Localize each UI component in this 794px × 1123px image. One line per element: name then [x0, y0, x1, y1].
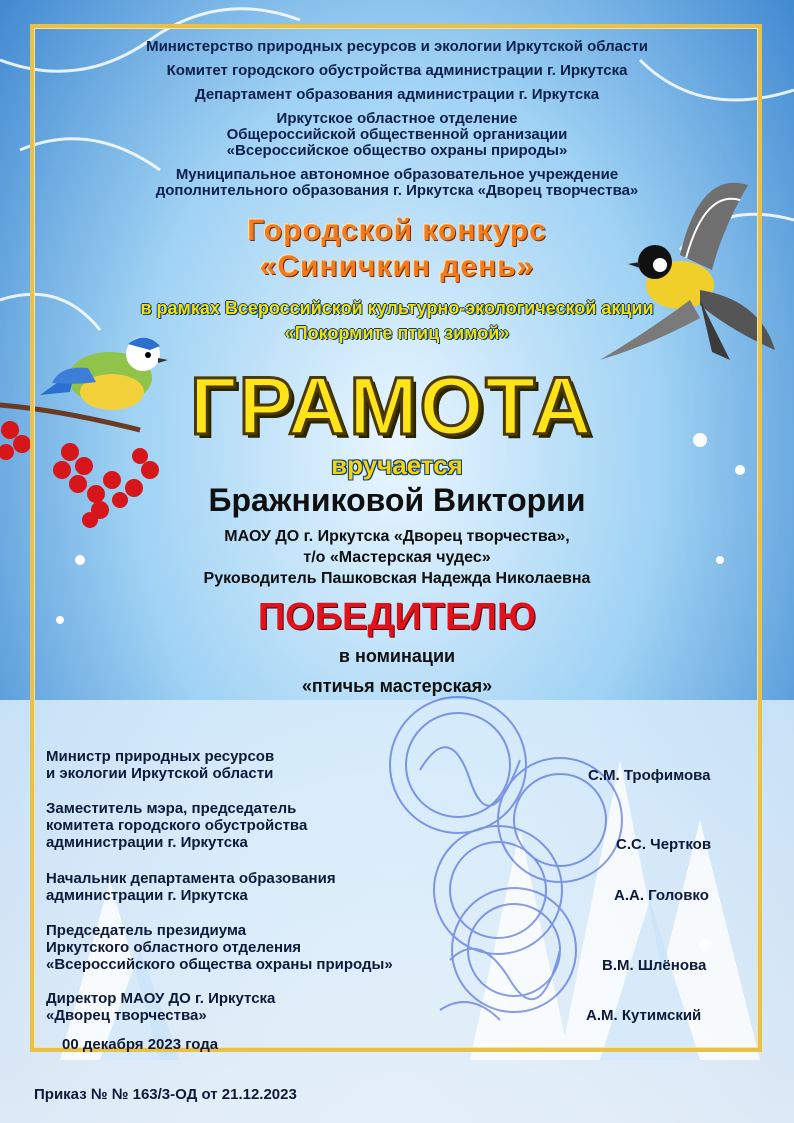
- signatory-2-name: С.С. Чертков: [616, 836, 712, 853]
- certificate-title: ГРАМОТА: [190, 361, 594, 452]
- recipient-supervisor: Руководитель Пашковская Надежда Николаевна: [203, 570, 591, 587]
- nomination-name: «птичья мастерская»: [301, 676, 493, 696]
- contest-title: Городской конкурс: [247, 214, 547, 247]
- action-line-2: «Покормите птиц зимой»: [284, 323, 510, 343]
- signatory-4-title-line: Председатель президиума: [46, 922, 247, 939]
- signatory-2-title-line: Заместитель мэра, председатель: [46, 800, 297, 817]
- signatory-3-title-line: Начальник департамента образования: [46, 870, 336, 887]
- signatory-5-name: А.М. Кутимский: [586, 1007, 702, 1024]
- contest-subtitle: «Синичкин день»: [259, 250, 535, 283]
- award-status: ПОБЕДИТЕЛЮ: [257, 596, 537, 638]
- signatory-1-title: [46, 748, 274, 782]
- order-number: Приказ № № 163/3-ОД от 21.12.2023: [34, 1086, 297, 1103]
- org-line-3: Департамент образования администрации г. Иркутска: [194, 86, 600, 103]
- signatory-3-name: А.А. Головко: [614, 887, 709, 904]
- org-line-4: Иркутское областное отделение: [276, 110, 518, 127]
- signatory-5-title-line: Директор МАОУ ДО г. Иркутска: [46, 990, 276, 1007]
- org-line-6: «Всероссийское общество охраны природы»: [226, 142, 568, 159]
- signatory-3-title: [46, 870, 336, 904]
- signatory-3-title-line: администрации г. Иркутска: [46, 887, 248, 904]
- signatory-4-title: [46, 922, 393, 973]
- signatory-1-name: С.М. Трофимова: [588, 767, 711, 784]
- signatory-1-title-line: Министр природных ресурсов: [46, 748, 275, 765]
- issue-date: 00 декабря 2023 года: [62, 1036, 219, 1053]
- signatory-5-title-line: «Дворец творчества»: [46, 1007, 207, 1024]
- action-line-1: в рамках Всероссийской культурно-экологической акции: [140, 298, 654, 318]
- awarded-label: вручается: [331, 450, 463, 480]
- signatory-1-title-line: и экологии Иркутской области: [46, 765, 274, 782]
- signatory-4-name: В.М. Шлёнова: [602, 957, 707, 974]
- recipient-name: Бражниковой Виктории: [208, 482, 586, 518]
- org-line-7: Муниципальное автономное образовательное учреждение: [175, 166, 619, 183]
- org-line-8: дополнительного образования г. Иркутска «Дворец творчества»: [155, 182, 639, 199]
- org-line-5: Общероссийской общественной организации: [226, 126, 568, 143]
- recipient-group: т/о «Мастерская чудес»: [303, 549, 491, 566]
- signatory-5-title: [46, 990, 275, 1024]
- recipient-school: МАОУ ДО г. Иркутска «Дворец творчества»,: [224, 528, 570, 545]
- org-line-2: Комитет городского обустройства администрации г. Иркутска: [166, 62, 628, 79]
- nomination-label: в номинации: [338, 646, 456, 666]
- signatory-2-title-line: комитета городского обустройства: [46, 817, 308, 834]
- signatory-4-title-line: «Всероссийского общества охраны природы»: [46, 956, 393, 973]
- org-line-1: Министерство природных ресурсов и экологии Иркутской области: [146, 38, 648, 55]
- signatory-2-title: [46, 800, 307, 851]
- signatory-2-title-line: администрации г. Иркутска: [46, 834, 248, 851]
- signatory-4-title-line: Иркутского областного отделения: [46, 939, 302, 956]
